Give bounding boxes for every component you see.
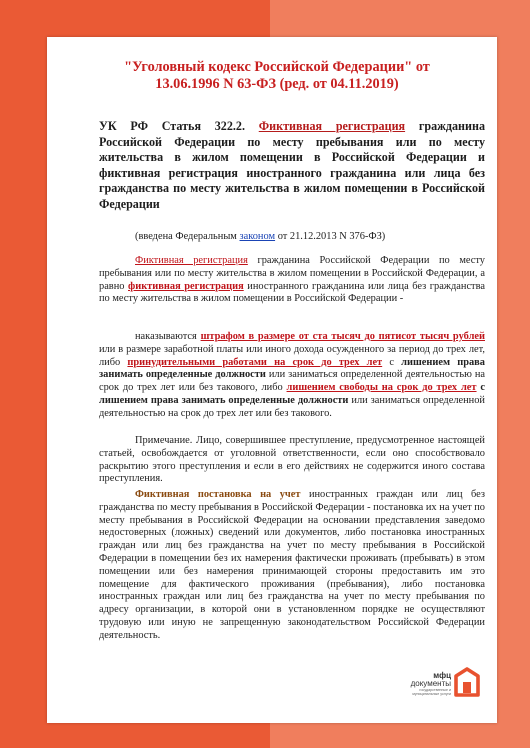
paragraph-1-text-2: иностранного гражданина или лица без гражданства по месту жительства в жилом помещении в Российской Федерации - xyxy=(99,280,485,305)
paragraph-4-text: иностранных граждан или лиц без гражданства по месту пребывания в Российской Федерации - постановка их на учет по месту пребывания в Российской Федерации на основании представления заведомо недостоверных (ложных) сведений или документов, либо постановка иностранных граждан или лиц без гражданства на учет по месту пребывания в Российской Федерации в помещении без их намерения фактически проживать (пребывать) в этом помещении или без намерения принимающей стороны предоставить им это помещение для фактического проживания (пребывания), либо постановка иностранных граждан или лиц без гражданства на учет по месту пребывания по адресу организации, в которой они в установленном порядке не осуществляют трудовую или иную не запрещенную законодательством Российской Федерации деятельность. xyxy=(99,489,485,641)
paragraph-note: Примечание. Лицо, совершившее преступление, предусмотренное настоящей статьей, освобождается от уголовной ответственности, если оно способствовало раскрытию этого преступления и если в его действиях не содержится иного состава преступления. xyxy=(99,435,485,485)
term-fictitious-registration-2[interactable]: фиктивная регистрация xyxy=(128,280,244,292)
paragraph-2-text-3: с xyxy=(389,356,394,368)
article-number: УК РФ Статья 322.2. xyxy=(99,119,245,133)
paragraph-1-text-1: гражданина Российской Федерации по месту пребывания или по месту жительства в жилом помещении в Российской Федерации, а равно xyxy=(99,255,485,292)
penalty-forced-labor: принудительными работами на срок до трех лет xyxy=(127,356,383,368)
document-sheet xyxy=(47,37,497,723)
logo-text xyxy=(397,672,451,696)
paragraph-1 xyxy=(99,255,485,306)
paragraph-2-text-2: или в размере заработной платы или иного дохода осужденного за период до трех лет, либо xyxy=(99,343,485,368)
intro-note-before: (введена Федеральным xyxy=(135,231,237,242)
paragraph-2-text-5: или заниматься определенной деятельностью на срок до трех лет или без такового. xyxy=(99,394,485,419)
paragraph-4 xyxy=(99,489,485,643)
penalty-position-ban-1: лишением права занимать определенные должности xyxy=(99,356,485,381)
mfc-logo-icon xyxy=(454,667,480,699)
penalty-fine: штрафом в размере от ста тысяч до пятисот тысяч рублей xyxy=(200,331,485,342)
article-term-link[interactable]: Фиктивная регистрация xyxy=(258,119,406,133)
mfc-logo xyxy=(397,663,483,703)
penalty-position-ban-2: с лишением права занимать определенные должности xyxy=(99,382,486,406)
term-fictitious-registration-record: Фиктивная постановка на учет xyxy=(135,489,301,500)
paragraph-2-text-4: или заниматься определенной деятельностью на срок до трех лет или без такового, либо xyxy=(99,369,485,394)
law-link[interactable]: законом xyxy=(239,231,276,242)
article-heading-rest: гражданина Российской Федерации по месту пребывания или по месту жительства в жилом помещении в Российской Федерации и фиктивная регистрация иностранного гражданина или лица без гражданства по месту жительства в жилом помещении в Российской Федерации xyxy=(99,119,486,211)
logo-line-mfc: мфц xyxy=(433,671,451,680)
penalty-imprisonment: лишением свободы на срок до трех лет xyxy=(286,382,477,394)
document-title: "Уголовный кодекс Российской Федерации" от 13.06.1996 N 63-ФЗ (ред. от 04.11.2019) xyxy=(124,59,430,92)
intro-note xyxy=(135,231,465,242)
article-heading xyxy=(99,119,485,213)
intro-note-after: от 21.12.2013 N 376-ФЗ) xyxy=(277,231,386,242)
paragraph-2-text-1: наказываются xyxy=(135,331,197,342)
term-fictitious-registration-1[interactable]: Фиктивная регистрация xyxy=(135,255,248,266)
logo-line-documents: документы xyxy=(410,679,451,688)
paragraph-2 xyxy=(99,331,485,421)
logo-line-services: государственные и муниципальные услуги xyxy=(412,688,451,696)
